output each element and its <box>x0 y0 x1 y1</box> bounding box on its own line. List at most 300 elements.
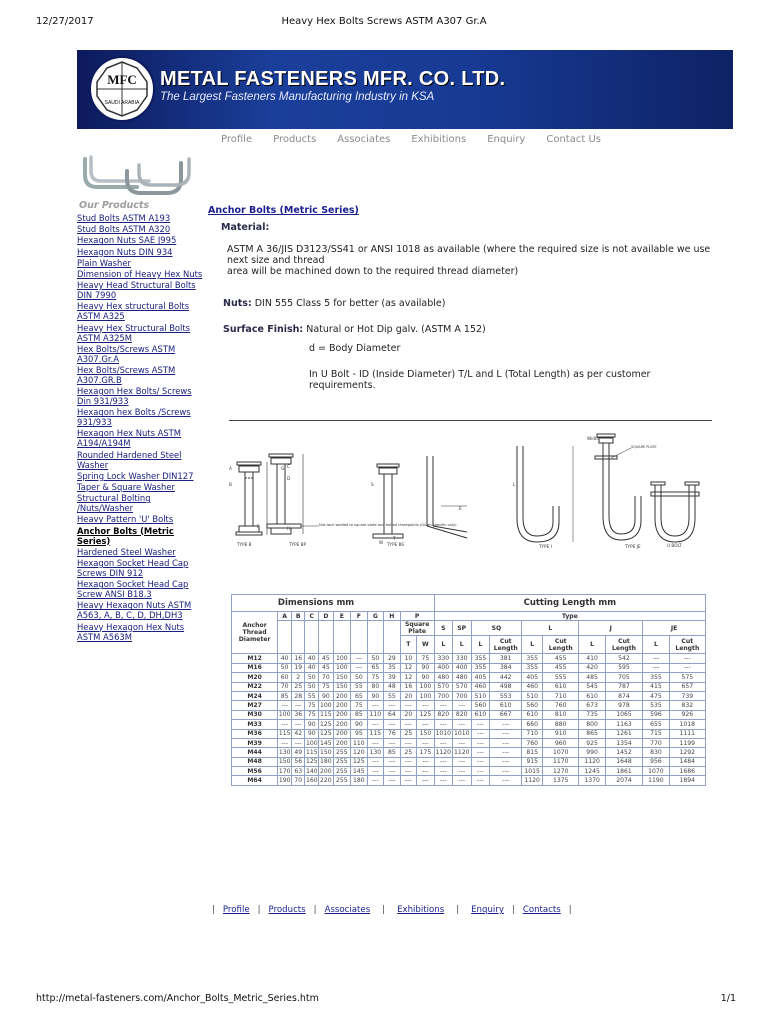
col-j-cut: Cut Length <box>605 636 642 654</box>
col-square-plate: Square Plate <box>400 621 434 636</box>
table-row <box>232 720 706 729</box>
dimensions-table <box>231 594 706 786</box>
table-cell: --- <box>434 738 452 747</box>
table-cell: 200 <box>333 738 351 747</box>
table-cell: 180 <box>351 776 368 785</box>
table-cell: --- <box>417 701 435 710</box>
table-cell: 865 <box>579 729 605 738</box>
table-cell: 200 <box>333 720 351 729</box>
col-j-l: L <box>579 636 605 654</box>
table-cell: --- <box>417 776 435 785</box>
table-cell: 1163 <box>605 720 642 729</box>
table-cell: 1270 <box>543 767 579 776</box>
table-cell: 475 <box>643 691 669 700</box>
table-cell: --- <box>471 748 490 757</box>
table-cell: --- <box>490 776 522 785</box>
col-letter-h: H <box>384 612 401 621</box>
blank-c <box>305 621 319 654</box>
sidebar-item[interactable]: Hardened Steel Washer <box>77 546 176 557</box>
nuts-line <box>223 291 445 310</box>
col-s-l: L <box>434 636 452 654</box>
dim-label-w: W <box>379 540 384 545</box>
table-cell: --- <box>292 720 305 729</box>
table-cell: 455 <box>543 663 579 672</box>
sidebar-item[interactable]: Hexagon Nuts DIN 934 <box>77 246 173 257</box>
table-cell: 25 <box>400 748 417 757</box>
table-row <box>232 767 706 776</box>
table-cell: 45 <box>319 654 333 663</box>
drawing-type-j <box>517 446 573 542</box>
table-row <box>232 757 706 766</box>
row-header: Anchor Thread Diameter <box>238 622 271 644</box>
table-cell: 90 <box>305 720 319 729</box>
table-cell: 610 <box>471 710 490 719</box>
table-row <box>232 673 706 682</box>
col-type-sq: SQ <box>471 621 522 636</box>
table-cell: 25 <box>292 682 305 691</box>
dim-label-g: G <box>281 466 285 471</box>
table-cell: --- <box>471 767 490 776</box>
table-cell: 910 <box>543 729 579 738</box>
table-cell: 1120 <box>522 776 543 785</box>
table-cell: --- <box>434 701 452 710</box>
table-cell: 455 <box>543 654 579 663</box>
sidebar-item[interactable]: Rounded Hardened Steel Washer <box>77 449 182 470</box>
topnav-contact-us[interactable]: Contact Us <box>546 134 601 145</box>
table-cell: 150 <box>278 758 291 766</box>
table-cell: 175 <box>417 748 435 757</box>
table-cell: 56 <box>292 757 305 766</box>
table-cell: 820 <box>452 710 471 719</box>
sidebar-product-list <box>77 213 205 643</box>
table-cell: 50 <box>305 682 319 691</box>
table-cell: 35 <box>384 663 401 672</box>
table-cell: --- <box>471 720 490 729</box>
company-name: METAL FASTENERS MFR. CO. LTD. <box>160 68 506 90</box>
table-cell: 705 <box>605 673 642 682</box>
table-cell: 75 <box>319 682 333 691</box>
table-cell: 570 <box>452 682 471 691</box>
table-cell: --- <box>351 663 368 672</box>
table-cell: 125 <box>320 730 332 738</box>
table-cell: 85 <box>278 691 292 700</box>
sidebar-heading: Our Products <box>79 200 150 211</box>
topnav-exhibitions[interactable]: Exhibitions <box>411 134 467 145</box>
col-sq-cut: Cut Length <box>490 636 522 654</box>
dim-label-h: H <box>287 526 291 531</box>
table-cell: 39 <box>384 673 401 682</box>
nuts-text: DIN 555 Class 5 for better (as available) <box>251 298 446 309</box>
table-cell: 145 <box>320 739 332 747</box>
finish-label: Surface Finish: <box>223 324 304 335</box>
table-cell: 130 <box>278 748 291 756</box>
table-cell: 76 <box>384 729 401 738</box>
sidebar-item[interactable]: Spring Lock Washer DIN127 <box>77 470 194 481</box>
table-cell: --- <box>400 757 417 766</box>
type-label-bp: TYPE BP <box>289 542 307 547</box>
topnav-products[interactable]: Products <box>273 134 317 145</box>
table-cell: 120 <box>351 748 368 757</box>
sidebar-item[interactable]: Stud Bolts ASTM A320 <box>77 224 171 235</box>
table-cell: 1894 <box>669 776 705 785</box>
table-row <box>232 729 706 738</box>
table-cell: 657 <box>669 682 705 691</box>
table-cell: 160 <box>305 777 318 785</box>
table-cell: 485 <box>579 673 605 682</box>
footer-link-profile[interactable]: Profile <box>222 905 250 915</box>
sidebar-item[interactable]: Hexagon hex Bolts /Screws 931/933 <box>77 407 191 428</box>
table-cell: 255 <box>333 748 351 757</box>
table-cell: 190 <box>278 777 291 785</box>
table-cell: --- <box>417 767 435 776</box>
dim-label-width: Width <box>587 436 600 441</box>
footer-link-contacts[interactable]: Contacts <box>522 905 561 915</box>
table-cell: 355 <box>471 663 490 672</box>
table-cell: --- <box>452 767 471 776</box>
table-cell: 660 <box>522 720 543 729</box>
table-cell: 810 <box>543 710 579 719</box>
table-cell: --- <box>452 720 471 729</box>
table-cell: 760 <box>522 738 543 747</box>
table-cell: 700 <box>452 691 471 700</box>
company-logo-icon <box>87 54 157 124</box>
table-cell: --- <box>367 757 384 766</box>
table-cell: 75 <box>417 654 435 663</box>
table-cell: 180 <box>320 758 332 766</box>
table-cell: 1018 <box>669 720 705 729</box>
table-cell: 20 <box>400 710 417 719</box>
dim-label-t: T <box>393 536 396 541</box>
table-cell: 542 <box>605 654 642 663</box>
table-cell: 100 <box>333 654 351 663</box>
table-cell: --- <box>490 720 522 729</box>
table-cell: 16 <box>400 682 417 691</box>
table-cell: 610 <box>490 701 522 710</box>
col-letter-d: D <box>319 612 333 621</box>
table-cell: 915 <box>522 757 543 766</box>
drawing-type-b <box>236 462 267 535</box>
table-cell: --- <box>434 776 452 785</box>
table-cell: 330 <box>434 654 452 663</box>
drawing-type-bp <box>267 454 303 534</box>
sidebar-item[interactable]: Dimension of Heavy Hex Nuts <box>77 268 203 279</box>
table-cell: --- <box>471 729 490 738</box>
sidebar-item[interactable]: Hex Bolts/Screws ASTM A307.Gr.A <box>77 343 176 364</box>
table-cell: 70 <box>278 682 292 691</box>
table-cell: 1370 <box>579 776 605 785</box>
topnav-enquiry[interactable]: Enquiry <box>487 134 526 145</box>
dim-label-l: L <box>513 482 516 487</box>
footer-link-associates[interactable]: Associates <box>324 905 371 915</box>
table-cell: 150 <box>333 682 351 691</box>
col-sq-l: L <box>471 636 490 654</box>
sidebar-item[interactable]: Anchor Bolts (Metric Series) <box>77 525 174 546</box>
table-cell: --- <box>292 701 305 710</box>
table-cell: 381 <box>490 654 522 663</box>
col-je-l: L <box>643 636 669 654</box>
col-w: W <box>417 636 435 654</box>
table-cell: 978 <box>605 701 642 710</box>
table-cell: 130 <box>367 748 384 757</box>
table-cell: 50 <box>305 673 319 682</box>
u-bolts-image <box>77 153 208 197</box>
sidebar-item[interactable]: Hex Bolts/Screws ASTM A307.GR.B <box>77 364 176 385</box>
table-cell: 820 <box>434 710 452 719</box>
table-cell: 2 <box>292 673 305 682</box>
table-cell: 50 <box>367 654 384 663</box>
table-cell: 673 <box>579 701 605 710</box>
table-cell: 12 <box>400 663 417 672</box>
cut-title: Cutting Length mm <box>523 598 617 608</box>
table-cell: 125 <box>305 758 318 766</box>
table-cell: 85 <box>351 710 368 719</box>
sidebar-item[interactable]: Plain Washer <box>77 257 131 268</box>
logo-subtext: SAUDI ARABIA <box>104 100 140 106</box>
type-label-je: TYPE JE <box>625 544 641 549</box>
table-cell: 48 <box>384 682 401 691</box>
table-cell: 150 <box>320 748 332 756</box>
table-cell: --- <box>292 738 305 747</box>
footer-link-products[interactable]: Products <box>268 905 306 915</box>
row-label-cell: M20 <box>232 673 278 682</box>
table-cell: 420 <box>579 663 605 672</box>
sidebar-item[interactable]: Heavy Hexagon Nuts ASTM A563, A, B, C, D, DH,DH3 <box>77 600 192 621</box>
table-cell: 1070 <box>643 767 669 776</box>
table-cell: 667 <box>490 710 522 719</box>
table-cell: --- <box>434 757 452 766</box>
dims-title: Dimensions mm <box>277 598 355 608</box>
table-cell: 85 <box>384 748 401 757</box>
table-cell: 40 <box>305 663 319 672</box>
table-cell: --- <box>278 738 292 747</box>
table-cell: 100 <box>333 663 351 672</box>
table-cell: 90 <box>417 673 435 682</box>
table-cell: 355 <box>522 663 543 672</box>
table-cell: 1010 <box>453 730 470 738</box>
table-row <box>232 748 706 757</box>
site-banner <box>77 50 733 129</box>
table-cell: 830 <box>643 748 669 757</box>
table-cell: 100 <box>417 682 435 691</box>
table-cell: --- <box>400 738 417 747</box>
table-cell: 442 <box>490 673 522 682</box>
col-letter-c: C <box>305 612 319 621</box>
table-cell: 115 <box>367 729 384 738</box>
table-cell: --- <box>384 767 401 776</box>
table-cell: 1065 <box>605 710 642 719</box>
table-cell: 400 <box>434 663 452 672</box>
table-cell: 140 <box>305 767 318 775</box>
table-cell: 800 <box>579 720 605 729</box>
blank-h <box>384 621 401 654</box>
table-cell: --- <box>643 663 669 672</box>
table-cell: 400 <box>452 663 471 672</box>
dim-label-square-plate: SQUARE PLATE <box>631 445 657 449</box>
table-cell: 710 <box>522 729 543 738</box>
table-cell: --- <box>384 738 401 747</box>
sidebar-item[interactable]: Structural Bolting /Nuts/Washer <box>77 493 151 514</box>
topnav-associates[interactable]: Associates <box>337 134 391 145</box>
table-cell: 925 <box>579 738 605 747</box>
table-cell: 1686 <box>669 767 705 776</box>
sidebar-item[interactable]: Hexagon Socket Head Cap Screw ANSI B18.3 <box>77 579 189 600</box>
row-label-cell: M39 <box>232 738 278 747</box>
row-label-cell: M30 <box>232 710 278 719</box>
table-row <box>232 691 706 700</box>
body-diameter-note: d = Body Diameter <box>309 343 401 354</box>
table-cell: 20 <box>400 691 417 700</box>
table-cell: --- <box>643 654 669 663</box>
type-label-u-bolt: U BOLT <box>667 543 682 548</box>
table-cell: 460 <box>522 682 543 691</box>
table-cell: --- <box>367 701 384 710</box>
table-cell: --- <box>490 748 522 757</box>
sidebar-item[interactable]: Heavy Head Structural Bolts DIN 7990 <box>77 280 196 301</box>
table-cell: 596 <box>643 710 669 719</box>
material-line-2: area will be machined down to the required thread diameter) <box>227 266 519 277</box>
ubolt-note: In U Bolt - ID (Inside Diameter) T/L and L (Total Length) as per customer requirements. <box>309 369 651 391</box>
table-cell: 1484 <box>669 757 705 766</box>
table-cell: 115 <box>305 748 318 756</box>
top-nav <box>221 134 622 145</box>
table-cell: 200 <box>320 767 332 775</box>
table-cell: 990 <box>579 748 605 757</box>
table-cell: 355 <box>643 673 669 682</box>
sidebar-item[interactable]: Hexagon Hex Bolts/ Screws Din 931/933 <box>77 386 192 407</box>
row-label-cell: M64 <box>232 776 278 785</box>
table-cell: 553 <box>490 691 522 700</box>
table-cell: 40 <box>278 654 292 663</box>
table-cell: 1010 <box>435 730 452 738</box>
blank-a <box>278 621 292 654</box>
row-label-cell: M48 <box>232 757 278 766</box>
table-cell: 100 <box>417 691 435 700</box>
col-letter-a: A <box>278 612 292 621</box>
table-cell: 75 <box>367 673 384 682</box>
table-cell: --- <box>669 654 705 663</box>
table-cell: --- <box>384 701 401 710</box>
sidebar-item[interactable]: Hexagon Socket Head Cap Screws DIN 912 <box>77 557 189 578</box>
table-cell: 90 <box>417 663 435 672</box>
dim-label-e: E <box>459 506 462 511</box>
table-cell: --- <box>384 720 401 729</box>
table-cell: 956 <box>643 757 669 766</box>
table-cell: --- <box>669 663 705 672</box>
col-type-s: S <box>434 621 452 636</box>
table-cell: 560 <box>471 701 490 710</box>
drawing-type-je <box>595 434 641 540</box>
col-l-l: L <box>522 636 543 654</box>
sidebar-item[interactable]: Heavy Hexagon Hex Nuts ASTM A563M <box>77 621 185 642</box>
table-cell: 145 <box>351 767 368 776</box>
table-cell: 100 <box>320 702 332 710</box>
sidebar-item[interactable]: Taper & Square Washer <box>77 482 175 492</box>
table-cell: 1199 <box>669 738 705 747</box>
table-cell: 110 <box>367 710 384 719</box>
table-cell: 480 <box>434 673 452 682</box>
footer-link-exhibitions[interactable]: Exhibitions <box>397 905 445 915</box>
table-row <box>232 738 706 747</box>
table-cell: 70 <box>319 673 333 682</box>
print-page-number: 1/1 <box>720 993 736 1004</box>
table-cell: 355 <box>471 654 490 663</box>
table-cell: --- <box>417 738 435 747</box>
table-cell: 1452 <box>605 748 642 757</box>
table-cell: 75 <box>305 710 319 719</box>
table-cell: 90 <box>351 720 368 729</box>
table-cell: 1170 <box>543 757 579 766</box>
row-label-cell: M33 <box>232 720 278 729</box>
table-cell: 200 <box>333 691 351 700</box>
table-cell: 65 <box>351 691 368 700</box>
table-cell: --- <box>490 767 522 776</box>
col-type-l: L <box>522 621 579 636</box>
material-line-1: ASTM A 36/JIS D3123/SS41 or ANSI 1018 as available (where the required size is not available we use next size and thread <box>227 244 711 266</box>
sidebar-item[interactable]: Stud Bolts ASTM A193 <box>77 213 171 223</box>
table-cell: 555 <box>543 673 579 682</box>
table-cell: 410 <box>579 654 605 663</box>
footer-link-enquiry[interactable]: Enquiry <box>471 905 504 915</box>
table-cell: 760 <box>543 701 579 710</box>
table-cell: 832 <box>669 701 705 710</box>
table-cell: 880 <box>543 720 579 729</box>
table-cell: 90 <box>319 691 333 700</box>
table-cell: 1292 <box>669 748 705 757</box>
finish-line <box>223 317 486 336</box>
table-cell: --- <box>278 701 292 710</box>
row-label-cell: M27 <box>232 701 278 710</box>
table-cell: 1375 <box>543 776 579 785</box>
table-cell: 405 <box>471 673 490 682</box>
sidebar-item[interactable]: Hexagon Hex Nuts ASTM A194/A194M <box>77 428 181 449</box>
table-cell: 595 <box>605 663 642 672</box>
dim-label-s: S <box>371 482 374 487</box>
sidebar-item[interactable]: Hexagon Nuts SAE J995 <box>77 235 177 246</box>
col-p: P <box>400 612 434 621</box>
table-cell: 480 <box>452 673 471 682</box>
material-text <box>227 244 722 277</box>
table-cell: 16 <box>292 654 305 663</box>
row-label-cell: M44 <box>232 748 278 757</box>
table-cell: 510 <box>522 691 543 700</box>
table-cell: 36 <box>292 710 305 719</box>
table-cell: 25 <box>400 729 417 738</box>
table-cell: 570 <box>434 682 452 691</box>
topnav-profile[interactable]: Profile <box>221 134 253 145</box>
sidebar-item[interactable]: Heavy Pattern 'U' Bolts <box>77 514 174 525</box>
table-cell: 200 <box>333 729 351 738</box>
table-cell: 960 <box>543 738 579 747</box>
table-cell: 60 <box>278 673 292 682</box>
blank-f <box>351 621 368 654</box>
table-cell: 926 <box>669 710 705 719</box>
table-cell: 63 <box>292 767 305 776</box>
table-cell: 170 <box>278 767 291 775</box>
row-header-cell <box>232 612 278 654</box>
table-cell: 1111 <box>669 729 705 738</box>
table-cell: 12 <box>400 673 417 682</box>
sidebar-item[interactable]: Heavy Hex Structural Bolts ASTM A325M <box>77 322 191 343</box>
table-cell: 80 <box>367 682 384 691</box>
table-cell: --- <box>417 757 435 766</box>
table-cell: 610 <box>579 691 605 700</box>
table-cell: --- <box>400 776 417 785</box>
col-type-je: JE <box>643 621 706 636</box>
sidebar-item[interactable]: Heavy Hex structural Bolts ASTM A325 <box>77 301 190 322</box>
table-cell: 498 <box>490 682 522 691</box>
table-cell: 125 <box>320 720 332 728</box>
table-cell: 200 <box>333 701 351 710</box>
